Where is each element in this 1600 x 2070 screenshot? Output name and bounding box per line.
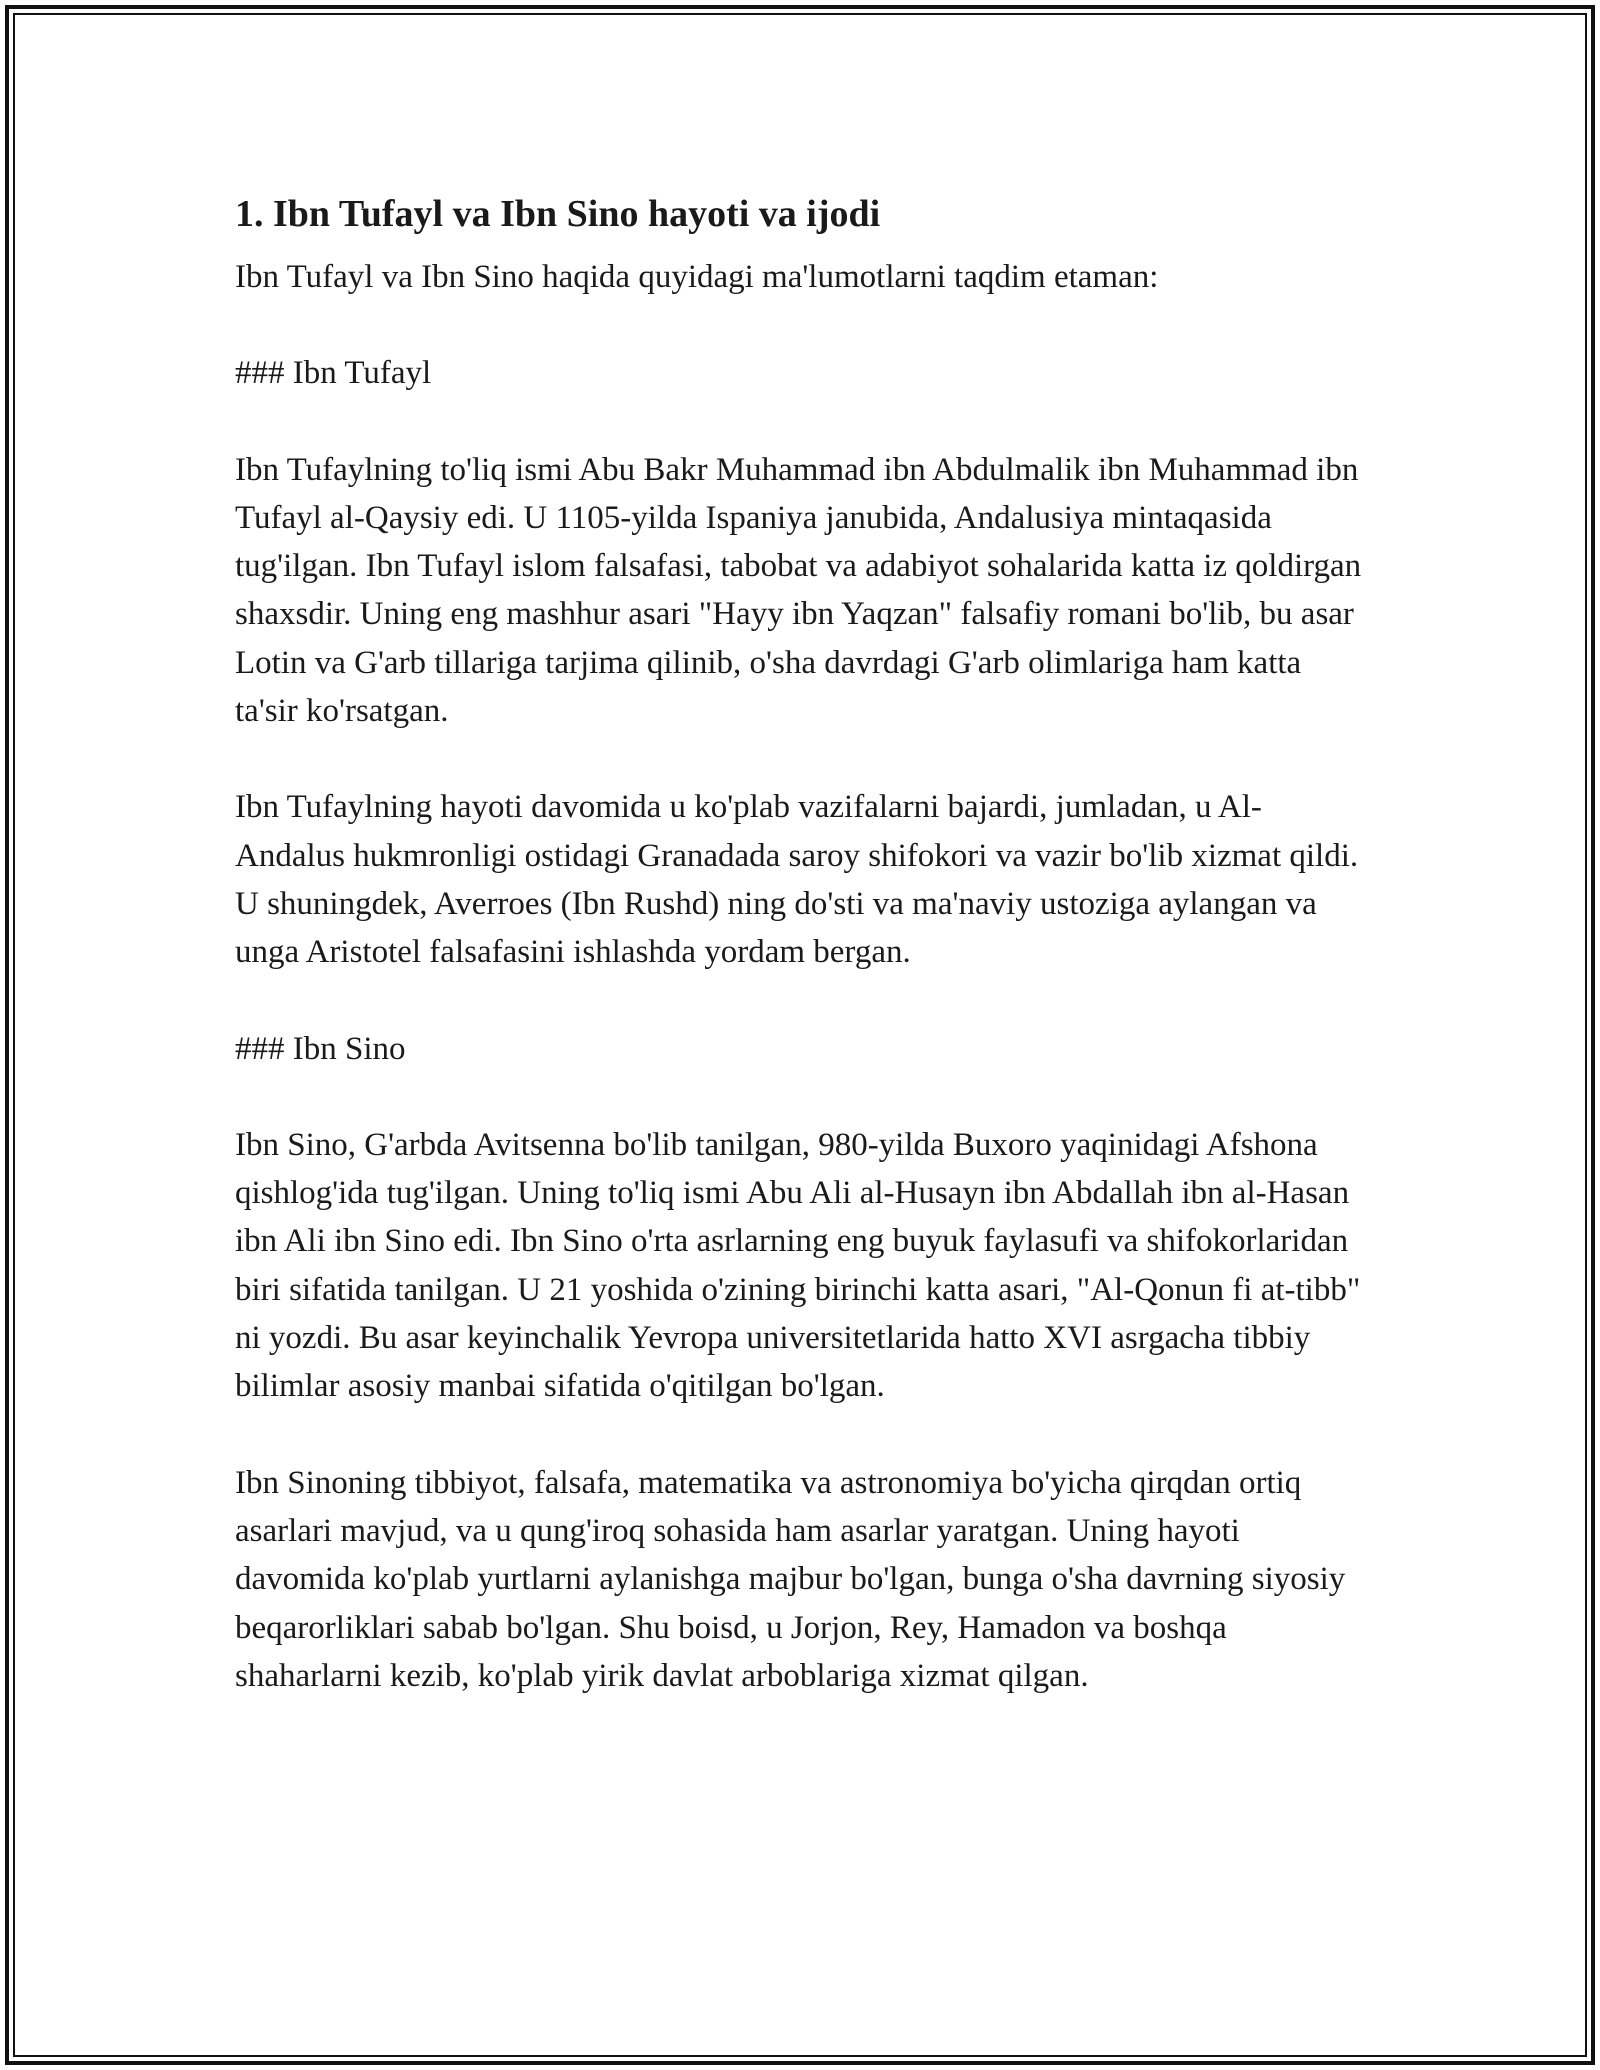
document-body xyxy=(235,185,1365,1700)
ibn-sino-paragraph-2: Ibn Sinoning tibbiyot, falsafa, matematika va astronomiya bo'yicha qirqdan ortiq asarlari mavjud, va u qung'iroq sohasida ham asarlar yaratgan. Uning hayoti davomida ko'plab yurtlarni aylanishga majbur bo'lgan, bunga o'sha davrning siyosiy beqarorliklari sabab bo'lgan. Shu boisd, u Jorjon, Rey, Hamadon va boshqa shaharlarni kezib, ko'plab yirik davlat arboblariga xizmat qilgan. xyxy=(235,1464,1346,1694)
document-heading: 1. Ibn Tufayl va Ibn Sino hayoti va ijodi xyxy=(235,193,881,235)
intro-paragraph: Ibn Tufayl va Ibn Sino haqida quyidagi ma'lumotlarni taqdim etaman: xyxy=(235,259,1159,295)
section-title-ibn-tufayl: ### Ibn Tufayl xyxy=(235,355,432,392)
ibn-sino-paragraph-1: Ibn Sino, G'arbda Avitsenna bo'lib tanilgan, 980-yilda Buxoro yaqinidagi Afshona qishlog'ida tug'ilgan. Uning to'liq ismi Abu Ali al-Husayn ibn Abdallah ibn al-Hasan ibn Ali ibn Sino edi. Ibn Sino o'rta asrlarning eng buyuk faylasufi va shifokorlaridan biri sifatida tanilgan. U 21 yoshida o'zining birinchi katta asari, "Al-Qonun fi at-tibb" ni yozdi. Bu asar keyinchalik Yevropa universitetlarida hatto XVI asrgacha tibbiy bilimlar asosiy manbai sifatida o'qitilgan bo'lgan. xyxy=(235,1126,1361,1405)
ibn-tufayl-paragraph-1: Ibn Tufaylning to'liq ismi Abu Bakr Muhammad ibn Abdulmalik ibn Muhammad ibn Tufayl al-Qaysiy edi. U 1105-yilda Ispaniya janubida, Andalusiya mintaqasida tug'ilgan. Ibn Tufayl islom falsafasi, tabobat va adabiyot sohalarida katta iz qoldirgan shaxsdir. Uning eng mashhur asari "Hayy ibn Yaqzan" falsafiy romani bo'lib, bu asar Lotin va G'arb tillariga tarjima qilinib, o'sha davrdagi G'arb olimlariga ham katta ta'sir ko'rsatgan. xyxy=(235,451,1362,730)
ibn-tufayl-paragraph-2: Ibn Tufaylning hayoti davomida u ko'plab vazifalarni bajardi, jumladan, u Al-Andalus hukmronligi ostidagi Granadada saroy shifokori va vazir bo'lib xizmat qildi. U shuningdek, Averroes (Ibn Rushd) ning do'sti va ma'naviy ustoziga aylangan va unga Aristotel falsafasini ishlashda yordam bergan. xyxy=(235,789,1359,971)
section-title-ibn-sino: ### Ibn Sino xyxy=(235,1030,406,1067)
